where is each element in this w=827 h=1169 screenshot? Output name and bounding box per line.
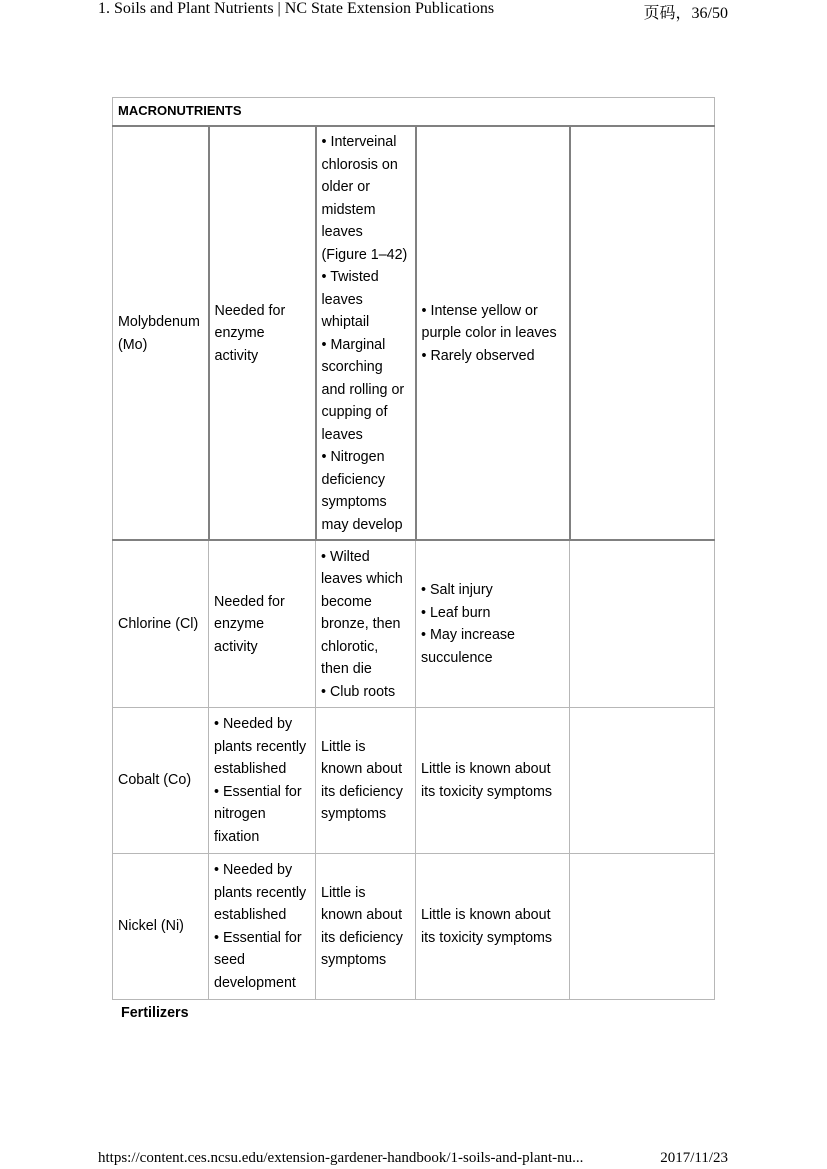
cell-line: symptoms [321,494,387,510]
cell-line: cupping of [321,404,388,420]
cell-line: and rolling or [321,381,405,398]
cell-line: purple color in leaves [421,325,557,342]
cell-line: midstem [321,201,376,218]
notes-cell [570,126,715,540]
cell-line: activity [214,638,258,655]
table-row [113,126,715,540]
cell-line: Needed for [214,593,285,610]
footer-date: 2017/11/23 [660,1150,728,1166]
cell-line: • Marginal [321,336,386,353]
cell-line: chlorosis on [321,156,398,173]
function-cell [209,853,316,999]
cell-line: Little is [321,738,366,755]
cell-line: • Needed by [214,716,293,732]
cell-line: Chlorine (Cl) [118,616,199,632]
function-cell [209,540,316,707]
cell-line: bronze, then [321,616,401,632]
toxicity-cell [416,853,570,999]
cell-line: succulence [421,649,493,666]
cell-line: its deficiency [321,929,403,946]
cell-line: leaves [321,224,363,240]
cell-line: Little is known about [421,907,551,923]
cell-line: plants recently [214,738,307,755]
cell-line: Little is known about [421,761,551,777]
deficiency-cell [316,853,416,999]
cell-line: seed [214,952,246,968]
cell-line: • Twisted [321,269,379,285]
cell-line: leaves which [321,571,403,587]
cell-line: Little is [321,884,366,901]
nutrient-cell [113,707,209,853]
cell-line: • Needed by [214,862,293,878]
cell-line: scorching [321,359,383,375]
cell-line: • Leaf burn [421,604,491,621]
cell-line: • Club roots [321,683,396,700]
cell-line: enzyme [214,616,265,632]
cell-line: established [214,907,287,923]
deficiency-cell [316,126,416,540]
page-header [0,0,827,22]
function-cell [209,707,316,853]
cell-line: Molybdenum [118,314,200,330]
cell-line: fixation [214,828,260,845]
nutrient-cell [113,540,209,707]
toxicity-cell [416,707,570,853]
cell-line: its toxicity symptoms [421,783,553,800]
header-page-number: 页码，36/50 [643,5,728,22]
page-footer [0,1150,827,1169]
toxicity-cell [416,540,570,707]
header-document-title: 1. Soils and Plant Nutrients | NC State Extension Publications [98,0,495,17]
nutrient-cell [113,126,209,540]
deficiency-cell [316,707,416,853]
cell-line: (Mo) [118,336,148,353]
table-title-row [113,98,715,127]
nutrient-table [112,97,715,1000]
nutrient-cell [113,853,209,999]
cell-line: known about [321,761,403,777]
cell-line: symptoms [321,952,387,968]
cell-line: Nickel (Ni) [118,918,184,935]
notes-cell [570,853,715,999]
cell-line: its toxicity symptoms [421,929,553,946]
cell-line: deficiency [321,471,386,488]
cell-line: • Rarely observed [421,347,535,364]
function-cell [209,126,316,540]
toxicity-cell [416,126,570,540]
cell-line: plants recently [214,884,307,901]
cell-line: enzyme [214,325,265,342]
cell-line: its deficiency [321,783,403,800]
table-title: MACRONUTRIENTS [113,98,715,127]
cell-line: • Interveinal [321,134,397,150]
footer-url: https://content.ces.ncsu.edu/extension-gardener-handbook/1-soils-and-plant-nu... [98,1150,584,1166]
notes-cell [570,707,715,853]
cell-line: symptoms [321,806,387,822]
cell-line: become [321,593,372,610]
cell-line: • May increase [421,627,515,644]
cell-line: • Essential for [214,929,302,946]
cell-line: chlorotic, [321,638,379,655]
cell-line: Cobalt (Co) [118,772,192,789]
cell-line: • Intense yellow or [421,302,538,319]
cell-line: may develop [321,516,403,533]
cell-line: then die [321,661,372,677]
section-heading-fertilizers: Fertilizers [121,1005,189,1021]
cell-line: leaves [321,291,363,308]
table-row [113,853,715,999]
cell-line: nitrogen [214,806,266,822]
cell-line: activity [214,347,259,364]
cell-line: known about [321,907,403,923]
cell-line: older or [321,179,370,195]
table-row [113,540,715,707]
cell-line: (Figure 1–42) [321,246,408,263]
cell-line: whiptail [321,314,370,330]
cell-line: leaves [321,426,363,443]
cell-line: • Wilted [321,548,370,565]
cell-line: • Salt injury [421,582,493,599]
cell-line: • Nitrogen [321,449,385,465]
cell-line: • Essential for [214,783,302,800]
cell-line: established [214,761,287,777]
notes-cell [570,540,715,707]
cell-line: Needed for [214,302,286,319]
cell-line: development [214,974,296,991]
table-row [113,707,715,853]
deficiency-cell [316,540,416,707]
